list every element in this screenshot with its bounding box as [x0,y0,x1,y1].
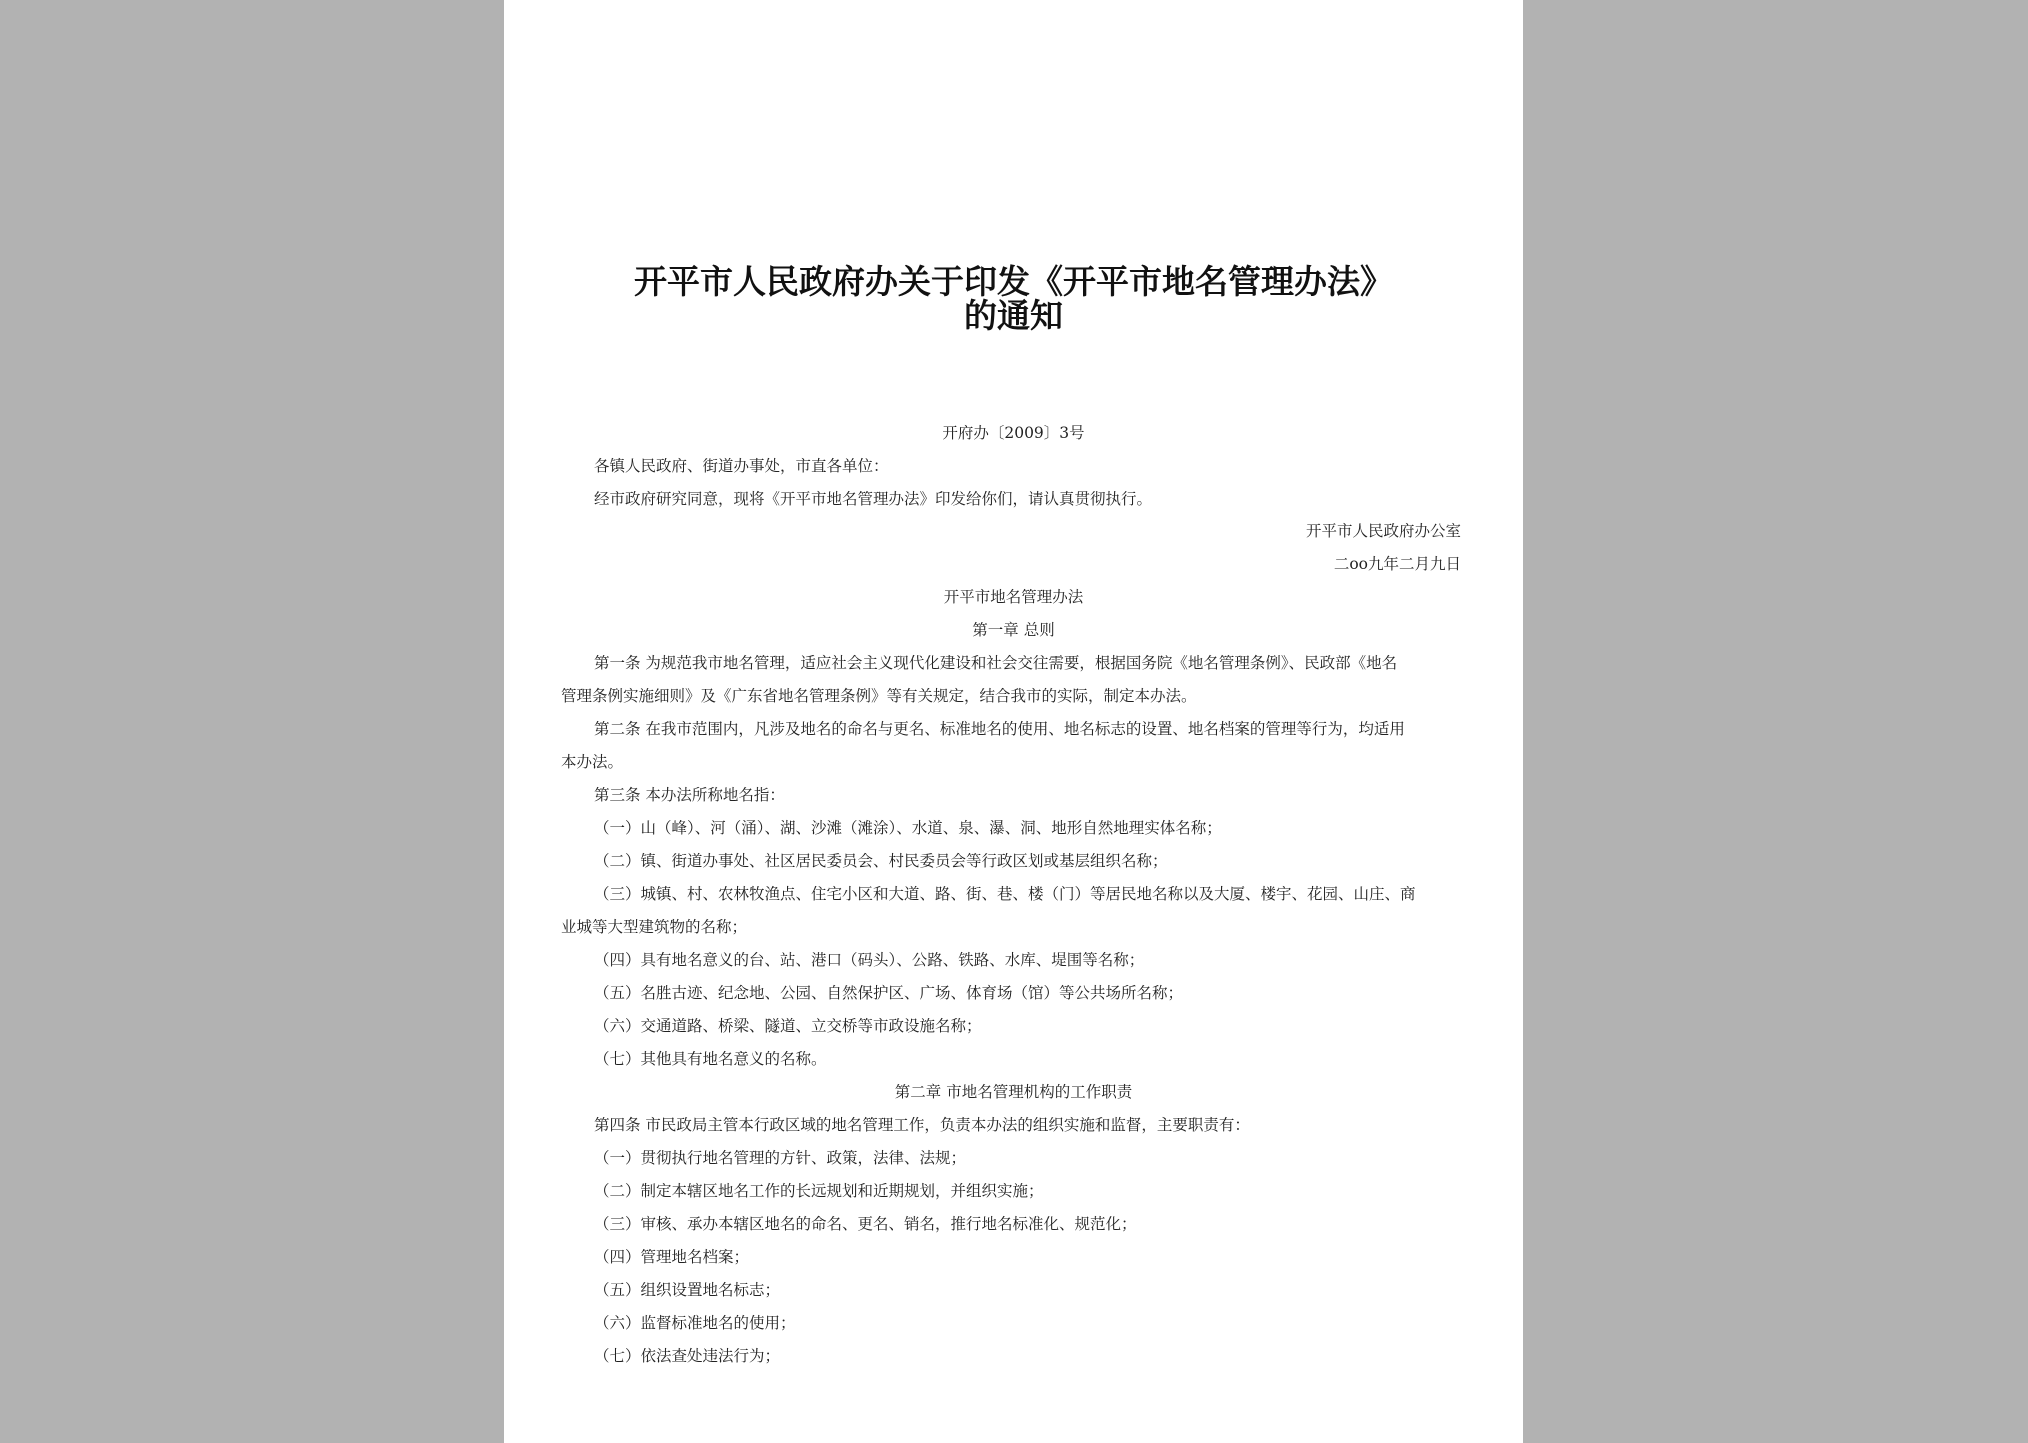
article-1-line-2: 管理条例实施细则》及《广东省地名管理条例》等有关规定，结合我市的实际，制定本办法。 [561,687,1197,705]
article-4-item-3: （三）审核、承办本辖区地名的命名、更名、销名，推行地名标准化、规范化； [594,1215,1137,1233]
issue-date: 二oo九年二月九日 [1333,555,1461,573]
document-title-line-2: 的通知 [964,296,1063,335]
issuer: 开平市人民政府办公室 [1305,522,1461,540]
article-2-line-1: 第二条 在我市范围内，凡涉及地名的命名与更名、标准地名的使用、地名标志的设置、地名档案的管理等行为，均适用 [594,720,1405,738]
article-1-line-1: 第一条 为规范我市地名管理，适应社会主义现代化建设和社会交往需要，根据国务院《地名管理条例》、民政部《地名 [594,654,1398,672]
recipients: 各镇人民政府、街道办事处，市直各单位： [594,457,889,475]
article-3-item-3-line-2: 业城等大型建筑物的名称； [561,918,748,936]
chapter-1-title: 第一章 总则 [972,621,1055,639]
article-4-intro: 第四条 市民政局主管本行政区域的地名管理工作，负责本办法的组织实施和监督，主要职责有： [594,1116,1250,1134]
article-4-item-4: （四）管理地名档案； [594,1248,750,1266]
article-4-item-7: （七）依法查处违法行为； [594,1347,781,1365]
article-4-item-1: （一）贯彻执行地名管理的方针、政策，法律、法规； [594,1149,967,1167]
article-4-item-6: （六）监督标准地名的使用； [594,1314,796,1332]
article-3-item-3-line-1: （三）城镇、村、农林牧渔点、住宅小区和大道、路、街、巷、楼（门）等居民地名称以及大厦、楼宇、花园、山庄、商 [594,885,1416,903]
article-3-item-2: （二）镇、街道办事处、社区居民委员会、村民委员会等行政区划或基层组织名称； [594,852,1168,870]
article-4-item-5: （五）组织设置地名标志； [594,1281,781,1299]
article-2-line-2: 本办法。 [561,753,624,771]
law-title: 开平市地名管理办法 [943,588,1084,606]
document-page [504,0,1523,1443]
doc-number: 开府办〔2009〕3号 [942,424,1085,442]
document-title-line-1: 开平市人民政府办关于印发《开平市地名管理办法》 [634,262,1393,301]
intro-paragraph: 经市政府研究同意，现将《开平市地名管理办法》印发给你们，请认真贯彻执行。 [594,490,1153,508]
article-3-item-7: （七）其他具有地名意义的名称。 [594,1050,827,1068]
article-3-item-4: （四）具有地名意义的台、站、港口（码头）、公路、铁路、水库、堤围等名称； [594,951,1145,969]
article-3-item-1: （一）山（峰）、河（涌）、湖、沙滩（滩涂）、水道、泉、瀑、洞、地形自然地理实体名称； [594,819,1222,837]
article-4-item-2: （二）制定本辖区地名工作的长远规划和近期规划，并组织实施； [594,1182,1044,1200]
article-3-intro: 第三条 本办法所称地名指： [594,786,785,804]
article-3-item-5: （五）名胜古迹、纪念地、公园、自然保护区、广场、体育场（馆）等公共场所名称； [594,984,1184,1002]
article-3-item-6: （六）交通道路、桥梁、隧道、立交桥等市政设施名称； [594,1017,982,1035]
chapter-2-title: 第二章 市地名管理机构的工作职责 [894,1083,1133,1101]
